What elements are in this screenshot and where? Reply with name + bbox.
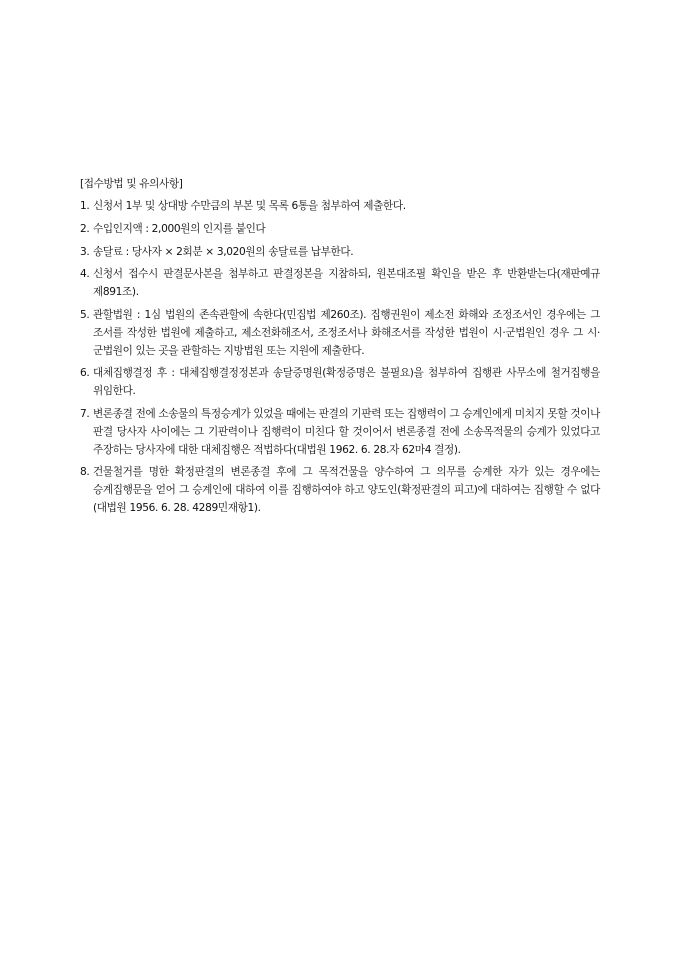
list-item (80, 365, 600, 401)
list-item (80, 464, 600, 517)
section-heading: [접수방법 및 유의사항] (80, 178, 183, 190)
item-number: 7. (80, 407, 90, 420)
list-item (80, 406, 600, 459)
item-number: 4. (80, 268, 90, 281)
item-text: 수입인지액 : 2,000원의 인지를 붙인다 (93, 222, 266, 235)
item-number: 2. (80, 222, 90, 235)
list-item (80, 244, 600, 262)
item-number: 5. (80, 308, 90, 321)
item-number: 3. (80, 245, 90, 258)
list-item (80, 307, 600, 360)
instruction-list (80, 198, 600, 518)
item-text: 신청서 1부 및 상대방 수만큼의 부본 및 목록 6통을 첨부하여 제출한다. (93, 200, 406, 212)
item-number: 6. (80, 367, 90, 380)
item-text: 신청서 접수시 판결문사본을 첨부하고 판결정본을 지참하되, 원본대조필 확인을 받은 후 반환받는다(재판예규 제891조). (93, 268, 600, 299)
list-item (80, 266, 600, 302)
item-number: 1. (80, 200, 90, 212)
filing-instructions (80, 176, 600, 523)
item-text: 대체집행결정 후 : 대체집행결정정본과 송달증명원(확정증명은 불필요)을 첨부하여 집행관 사무소에 철거집행을 위임한다. (93, 367, 600, 398)
list-item (80, 198, 600, 216)
item-text: 변론종결 전에 소송물의 특정승계가 있었을 때에는 판결의 기판력 또는 집행력이 그 승계인에게 미치지 못할 것이나 판결 당사자 사이에는 그 기판력이나 집행력이 미친다 할 것이어서 변론종결 전에 소송목적물의 승계가 있었다고 주장하는 당사자에 대한 대체집행은 적법하다(대법원 1962. 6. 28.자 62마4 결정). (93, 407, 600, 456)
list-item (80, 221, 600, 239)
item-number: 8. (80, 466, 90, 479)
item-text: 관할법원 : 1심 법원의 존속관할에 속한다(민집법 제260조). 집행권원이 제소전 화해와 조정조서인 경우에는 그 조서를 작성한 법원에 제출하고, 제소전화해조서, 조정조서나 화해조서를 작성한 법원이 시·군법원인 경우 그 시·군법원이 있는 곳을 관할하는 지방법원 또는 지원에 제출한다. (93, 308, 600, 357)
item-text: 건물철거를 명한 확정판결의 변론종결 후에 그 목적건물을 양수하여 그 의무를 승계한 자가 있는 경우에는 승계집행문을 얻어 그 승계인에 대하여 이를 집행하여야 하고 양도인(확정판결의 피고)에 대하여는 집행할 수 없다(대법원 1956. 6. 28. 4289민재항1). (93, 466, 600, 514)
item-text: 송달료 : 당사자 × 2회분 × 3,020원의 송달료를 납부한다. (93, 245, 354, 258)
